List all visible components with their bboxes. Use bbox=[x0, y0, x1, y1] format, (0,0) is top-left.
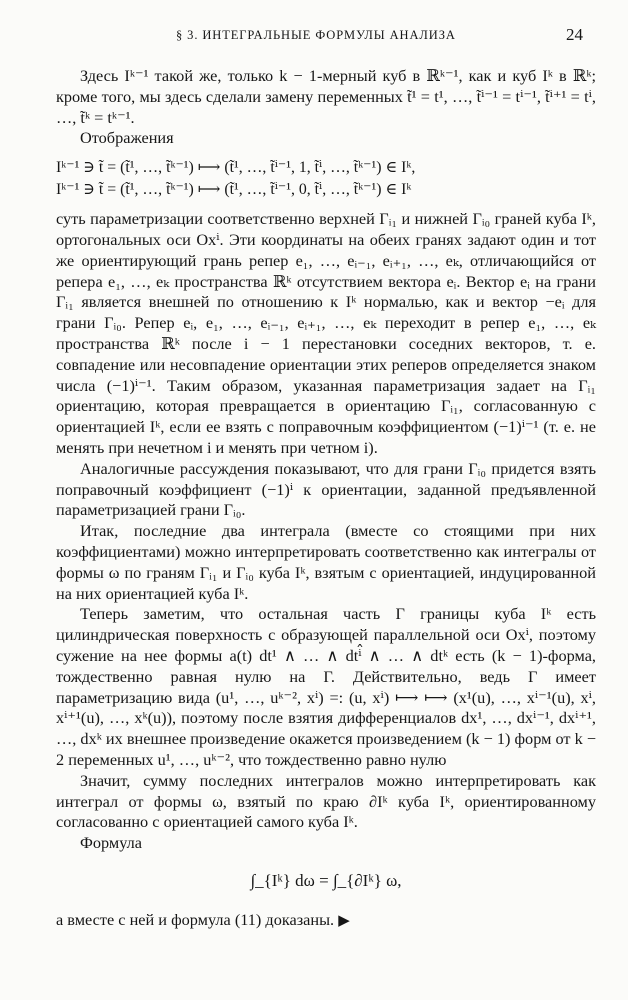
paragraph: Теперь заметим, что остальная часть Γ границы куба Iᵏ есть цилиндрическая поверхность с образующей параллельной оси Oxⁱ, поэтому сужение на нее формы a(t) dt¹ ∧ … ∧ dtⁱ̂ ∧ … ∧ dtᵏ есть (k − 1)-форма, тождественно равная нулю на Γ. Действительно, ведь Γ имеет параметризацию вида (u¹, …, uᵏ⁻², xⁱ) =: (u, xⁱ) ⟼ ⟼ (x¹(u), …, xⁱ⁻¹(u), xⁱ, xⁱ⁺¹(u), …, xᵏ(u)), поэтому после взятия дифференциалов dx¹, …, dxⁱ⁻¹, dxⁱ⁺¹, …, dxᵏ их внешнее произведение окажется произведением (k − 1) форм от k − 2 переменных u¹, …, uᵏ⁻², что тождественно равно нулю bbox=[56, 604, 596, 769]
stokes-formula: ∫_{Iᵏ} dω = ∫_{∂Iᵏ} ω, bbox=[250, 870, 402, 890]
paragraph: Формула bbox=[80, 833, 142, 853]
page-header bbox=[0, 25, 628, 48]
closing-text: а вместе с ней и формула (11) доказаны. bbox=[56, 909, 335, 929]
paragraph: Отображения bbox=[80, 128, 174, 148]
paragraph: Значит, сумму последних интегралов можно интерпретировать как интеграл от формы ω, взятый по краю ∂Iᵏ куба Iᵏ, ориентированному согласованно с ориентацией самого куба Iᵏ. bbox=[56, 770, 596, 832]
page-number: 24 bbox=[566, 25, 583, 44]
paragraph: суть параметризации соответственно верхней Γᵢ₁ и нижней Γᵢ₀ граней куба Iᵏ, ортогональных оси Oxⁱ. Эти координаты на обеих гранях задают один и тот же ориентирующий грань репер e₁, …, eᵢ₋₁, eᵢ₊₁, …, eₖ, отличающийся от репера e₁, …, eₖ пространства ℝᵏ отсутствием вектора eᵢ. Вектор eᵢ на грани Γᵢ₁ является внешней по отношению к Iᵏ нормалью, как и вектор −eᵢ для грани Γᵢ₀. Репер eᵢ, e₁, …, eᵢ₋₁, eᵢ₊₁, …, eₖ переходит в репер e₁, …, eₖ пространства ℝᵏ после i − 1 перестановки соседних векторов, т. е. совпадение или несовпадение ориентации этих реперов определяется знаком числа (−1)ⁱ⁻¹. Таким образом, указанная параметризация задает на Γᵢ₁ ориентацию, которая превращается в ориентацию Γᵢ₁, согласованную с ориентацией Iᵏ, если ее взять с поправочным коэффициентом (−1)ⁱ⁻¹ (т. е. не менять при нечетном i и менять при четном i). bbox=[56, 209, 596, 457]
paragraph: Здесь Iᵏ⁻¹ такой же, только k − 1-мерный куб в ℝᵏ⁻¹, как и куб Iᵏ в ℝᵏ; кроме того, мы здесь сделали замену переменных t̃¹ = t¹, …, t̃ⁱ⁻¹ = tⁱ⁻¹, t̃ⁱ⁺¹ = tⁱ, …, t̃ᵏ = tᵏ⁻¹. bbox=[56, 66, 596, 127]
paragraph: Итак, последние два интеграла (вместе со стоящими при них коэффициентами) можно интерпретировать соответственно как интегралы от формы ω по граням Γᵢ₁ и Γᵢ₀ куба Iᵏ, взятым с ориентацией, индуцированной на них ориентацией куба Iᵏ. bbox=[56, 521, 596, 603]
closing-paragraph bbox=[56, 910, 596, 932]
running-head: § 3. ИНТЕГРАЛЬНЫЕ ФОРМУЛЫ АНАЛИЗА bbox=[176, 28, 456, 42]
display-equations bbox=[56, 157, 596, 201]
display-equation-lower-face: Iᵏ⁻¹ ∋ t̃ = (t̃¹, …, t̃ᵏ⁻¹) ⟼ (t̃¹, …, t̃ⁱ⁻¹, 0, t̃ⁱ, …, t̃ᵏ⁻¹) ∈ Iᵏ bbox=[56, 181, 412, 199]
page-body bbox=[56, 66, 596, 932]
paragraph: Аналогичные рассуждения показывают, что для грани Γᵢ₀ придется взять поправочный коэффициент (−1)ⁱ к ориентации, заданной предъявленной параметризацией грани Γᵢ₀. bbox=[56, 458, 596, 520]
end-of-proof-marker: ▶ bbox=[338, 912, 350, 929]
display-equation-upper-face: Iᵏ⁻¹ ∋ t̃ = (t̃¹, …, t̃ᵏ⁻¹) ⟼ (t̃¹, …, t̃ⁱ⁻¹, 1, t̃ⁱ, …, t̃ᵏ⁻¹) ∈ Iᵏ, bbox=[56, 159, 416, 177]
